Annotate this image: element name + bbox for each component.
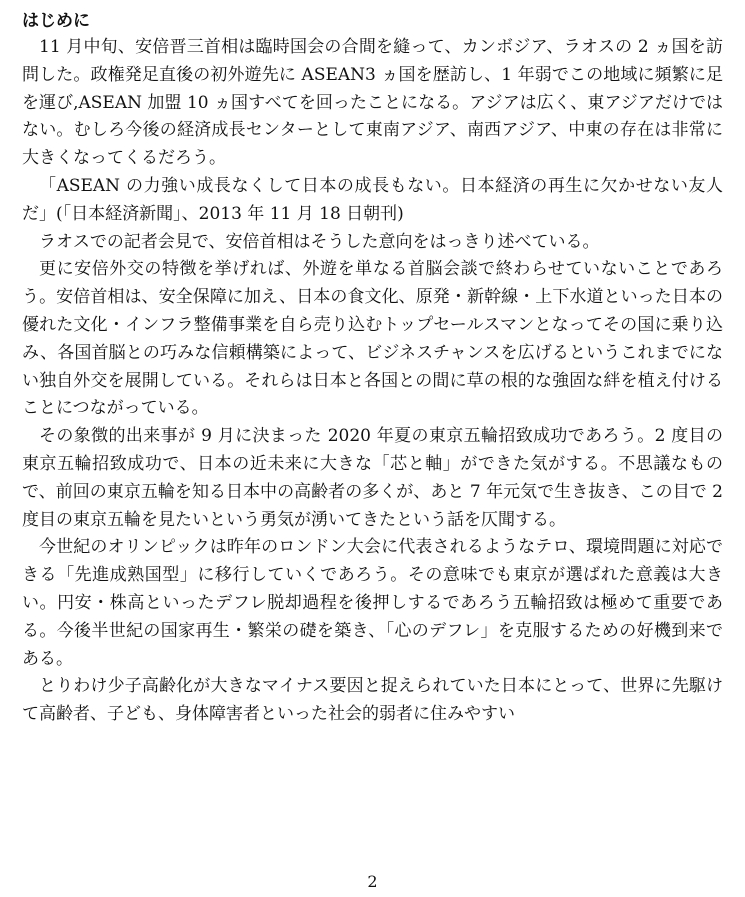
paragraph-7: とりわけ少子高齢化が大きなマイナス要因と捉えられていた日本にとって、世界に先駆けて高齢者、子ども、身体障害者といった社会的弱者に住みやすい bbox=[22, 676, 723, 725]
paragraph-3: ラオスでの記者会見で、安倍首相はそうした意向をはっきり述べている。 bbox=[39, 231, 600, 252]
page-number: 2 bbox=[367, 872, 378, 891]
paragraph-6: 今世紀のオリンピックは昨年のロンドン大会に代表されるようなテロ、環境問題に対応できる「先進成熟国型」に移行していくであろう。その意味でも東京が選ばれた意義は大きい。円安・株高といったデフレ脱却過程を後押しするであろう五輪招致は極めて重要である。今後半世紀の国家再生・繁栄の礎を築き、「心のデフレ」を克服するための好機到来である。 bbox=[22, 537, 723, 669]
paragraph-2: 「ASEAN の力強い成長なくして日本の成長もない。日本経済の再生に欠かせない友人だ」(「日本経済新聞」、2013 年 11 月 18 日朝刊) bbox=[22, 175, 723, 224]
section-heading: はじめに bbox=[22, 11, 90, 31]
paragraph-5: その象徴的出来事が 9 月に決まった 2020 年夏の東京五輪招致成功であろう。2 度目の東京五輪招致成功で、日本の近未来に大きな「芯と軸」ができた気がする。不思議なもので、前回の東京五輪を知る日本中の高齢者の多くが、あと 7 年元気で生き抜き、この目で 2 度目の東京五輪を見たいという勇気が湧いてきたという話を仄聞する。 bbox=[22, 426, 723, 530]
body-text bbox=[22, 34, 723, 729]
paragraph-1: 11 月中旬、安倍晋三首相は臨時国会の合間を縫って、カンボジア、ラオスの 2 ヵ国を訪問した。政権発足直後の初外遊先に ASEAN3 ヵ国を歴訪し、1 年弱でこの地域に頻繁に足を運び,ASEAN 加盟 10 ヵ国すべてを回ったことになる。アジアは広く、東アジアだけではない。むしろ今後の経済成長センターとして東南アジア、南西アジア、中東の存在は非常に大きくなってくるだろう。 bbox=[22, 37, 723, 169]
paragraph-4: 更に安倍外交の特徴を挙げれば、外遊を単なる首脳会談で終わらせていないことであろう。安倍首相は、安全保障に加え、日本の食文化、原発・新幹線・上下水道といった日本の優れた文化・インフラ整備事業を自ら売り込むトップセールスマンとなってその国に乗り込み、各国首脳との巧みな信頼構築によって、ビジネスチャンスを広げるというこれまでにない独自外交を展開している。それらは日本と各国との間に草の根的な強固な絆を植え付けることにつながっている。 bbox=[22, 259, 723, 419]
